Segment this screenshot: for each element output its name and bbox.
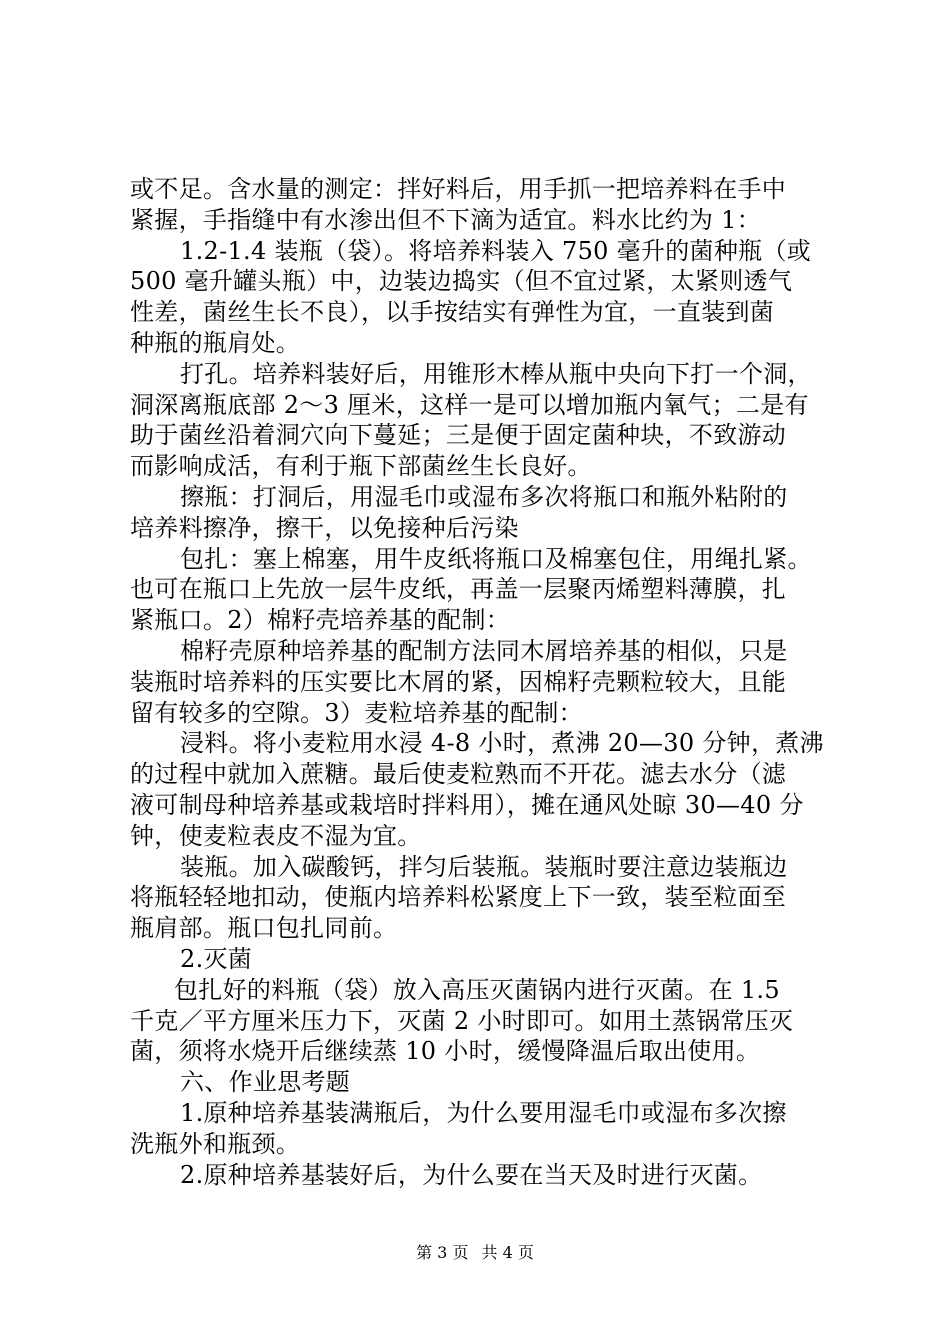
- text-line: 棉籽壳原种培养基的配制方法同木屑培养基的相似，只是: [180, 636, 788, 665]
- text-line: 液可制母种培养基或栽培时拌料用），摊在通风处晾 30—40 分: [130, 790, 804, 819]
- page-total: 共 4 页: [481, 1243, 534, 1262]
- text-line: 菌，须将水烧开后继续蒸 10 小时，缓慢降温后取出使用。: [130, 1037, 761, 1066]
- text-line: 1.原种培养基装满瓶后，为什么要用湿毛巾或湿布多次擦: [180, 1098, 787, 1127]
- text-line: 的过程中就加入蔗糖。最后使麦粒熟而不开花。滤去水分（滤: [130, 760, 787, 789]
- text-line: 擦瓶：打洞后，用湿毛巾或湿布多次将瓶口和瓶外粘附的: [180, 482, 788, 511]
- text-line: 浸料。将小麦粒用水浸 4-8 小时，煮沸 20—30 分钟，煮沸: [180, 729, 824, 758]
- text-line: 千克／平方厘米压力下，灭菌 2 小时即可。如用土蒸锅常压灭: [130, 1006, 794, 1035]
- text-line: 洞深离瓶底部 2～3 厘米，这样一是可以增加瓶内氧气；二是有: [130, 390, 809, 419]
- text-line: 六、作业思考题: [180, 1068, 351, 1097]
- text-line: 打孔。培养料装好后，用锥形木棒从瓶中央向下打一个洞，: [180, 359, 812, 388]
- text-line: 紧瓶口。2）棉籽壳培养基的配制：: [130, 606, 511, 635]
- text-line: 瓶肩部。瓶口包扎同前。: [130, 914, 398, 943]
- text-line: 1.2-1.4 装瓶（袋）。将培养料装入 750 毫升的菌种瓶（或: [180, 236, 812, 265]
- text-line: 包扎好的料瓶（袋）放入高压灭菌锅内进行灭菌。在 1.5: [174, 975, 780, 1004]
- text-line: 性差，菌丝生长不良），以手按结实有弹性为宜，一直装到菌: [130, 298, 775, 327]
- page-number: 第 3 页: [416, 1243, 469, 1262]
- text-line: 留有较多的空隙。3）麦粒培养基的配制：: [130, 698, 583, 727]
- text-line: 种瓶的瓶肩处。: [130, 328, 301, 357]
- text-line: 也可在瓶口上先放一层牛皮纸，再盖一层聚丙烯塑料薄膜，扎: [130, 575, 787, 604]
- text-line: 洗瓶外和瓶颈。: [130, 1129, 301, 1158]
- text-line: 将瓶轻轻地扣动，使瓶内培养料松紧度上下一致，装至粒面至: [130, 883, 787, 912]
- text-line: 装瓶。加入碳酸钙，拌匀后装瓶。装瓶时要注意边装瓶边: [180, 852, 788, 881]
- page-footer: [0, 1243, 950, 1263]
- text-line: 助于菌丝沿着洞穴向下蔓延；三是便于固定菌种块，不致游动: [130, 421, 787, 450]
- text-line: 培养料擦净，擦干，以免接种后污染: [130, 513, 519, 542]
- text-line: 或不足。含水量的测定：拌好料后，用手抓一把培养料在手中: [130, 175, 787, 203]
- text-line: 2.灭菌: [180, 944, 253, 973]
- text-line: 包扎：塞上棉塞，用牛皮纸将瓶口及棉塞包住，用绳扎紧。: [180, 544, 812, 573]
- document-body: [130, 174, 850, 1190]
- text-line: 紧握，手指缝中有水渗出但不下滴为适宜。料水比约为 1：: [130, 205, 761, 234]
- text-line: 2.原种培养基装好后，为什么要在当天及时进行灭菌。: [180, 1160, 763, 1189]
- text-line: 而影响成活，有利于瓶下部菌丝生长良好。: [130, 452, 592, 481]
- text-line: 钟，使麦粒表皮不湿为宜。: [130, 821, 422, 850]
- text-line: 500 毫升罐头瓶）中，边装边捣实（但不宜过紧，太紧则透气: [130, 267, 793, 296]
- text-line: 装瓶时培养料的压实要比木屑的紧，因棉籽壳颗粒较大，且能: [130, 667, 787, 696]
